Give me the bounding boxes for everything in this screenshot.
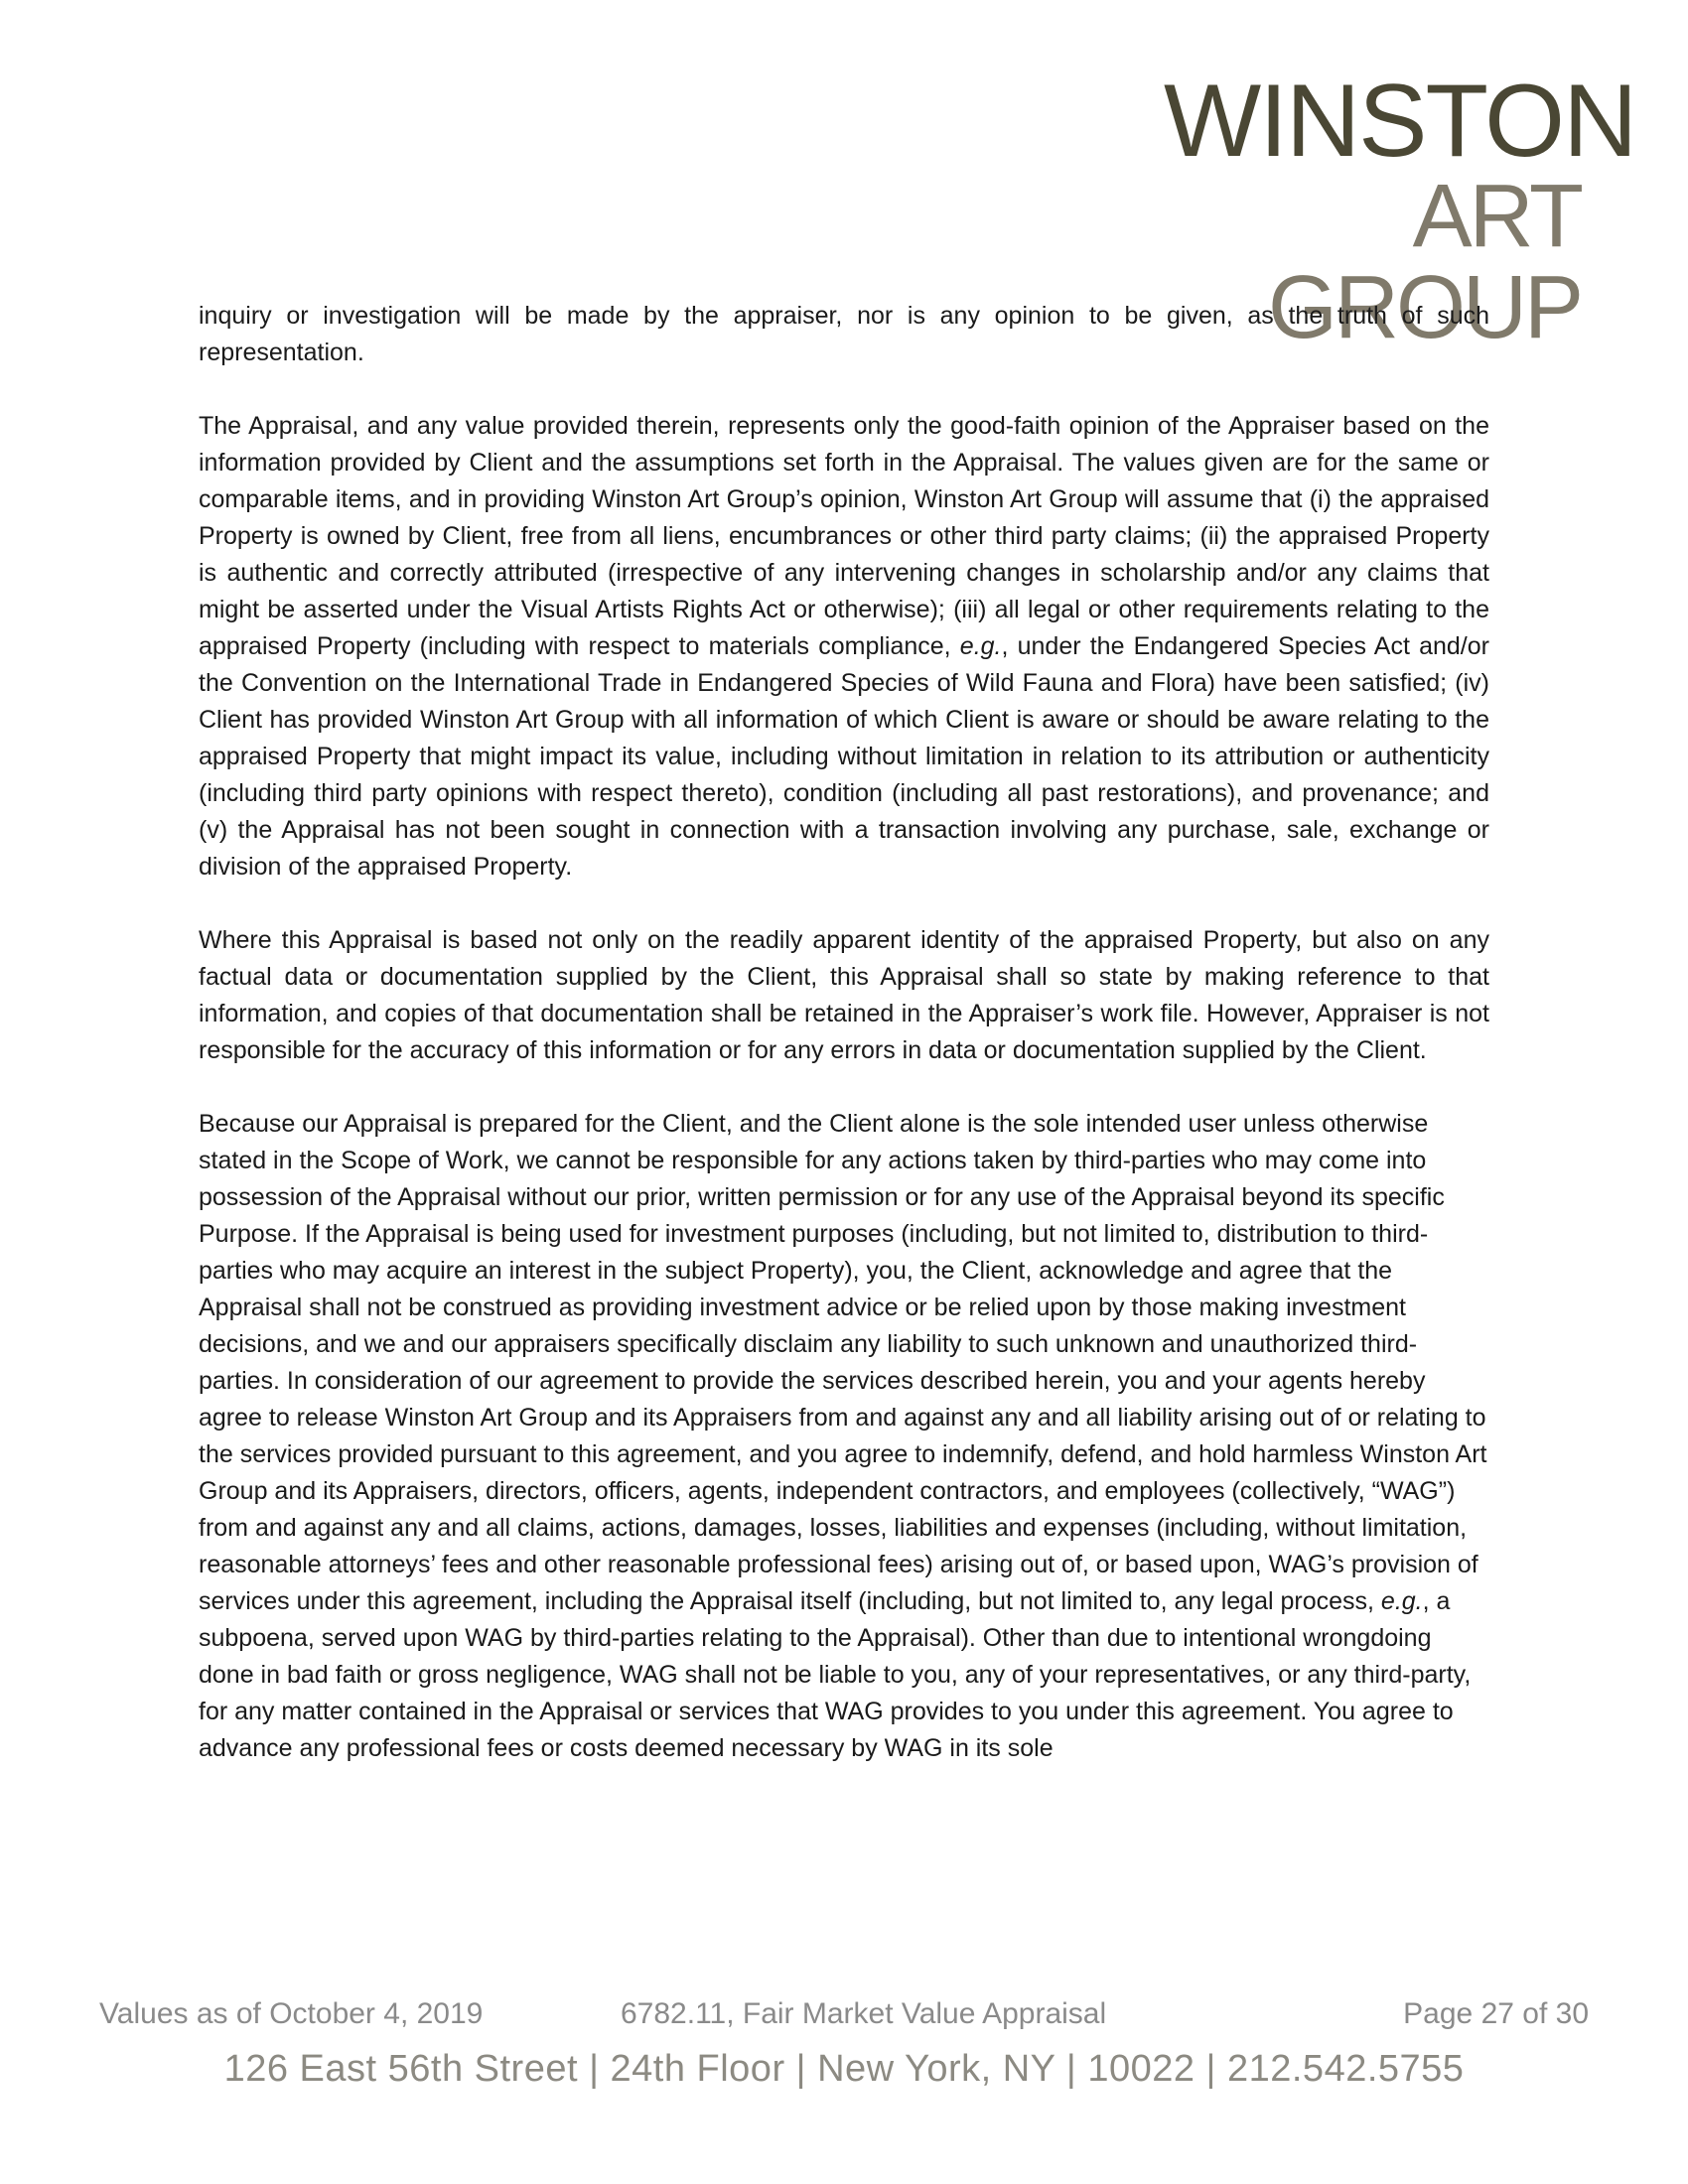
footer-values-date: Values as of October 4, 2019: [99, 1997, 484, 2030]
document-body: [199, 298, 1489, 1804]
paragraph-appraisal-opinion: The Appraisal, and any value provided therein, represents only the good-faith opinion of the Appraiser based on the information provided by Client and the assumptions set forth in the Appraisal. The values given are for the same or comparable items, and in providing Winston Art Group’s opinion, Winston Art Group will assume that (i) the appraised Property is owned by Client, free from all liens, encumbrances or other third party claims; (ii) the appraised Property is authentic and correctly attributed (irrespective of any intervening changes in scholarship and/or any claims that might be asserted under the Visual Artists Rights Act or otherwise); (iii) all legal or other requirements relating to the appraised Property (including with respect to materials compliance, e.g., under the Endangered Species Act and/or the Convention on the International Trade in Endangered Species of Wild Fauna and Flora) have been satisfied; (iv) Client has provided Winston Art Group with all information of which Client is aware or should be aware relating to the appraised Property that might impact its value, including without limitation in relation to its attribution or authenticity (including third party opinions with respect thereto), condition (including all past restorations), and provenance; and (v) the Appraisal has not been sought in connection with a transaction involving any purchase, sale, exchange or division of the appraised Property.: [199, 412, 1489, 881]
logo-art-group: ART GROUP: [1267, 167, 1581, 357]
footer-report-title: 6782.11, Fair Market Value Appraisal: [621, 1997, 1107, 2030]
paragraph-continuation: inquiry or investigation will be made by the appraiser, nor is any opinion to be given, as the truth of such representation.: [199, 302, 1489, 366]
paragraph-liability: Because our Appraisal is prepared for the Client, and the Client alone is the sole intended user unless otherwise stated in the Scope of Work, we cannot be responsible for any actions taken by third-parties who may come into possession of the Appraisal without our prior, written permission or for any use of the Appraisal beyond its specific Purpose. If the Appraisal is being used for investment purposes (including, but not limited to, distribution to third-parties who may acquire an interest in the subject Property), you, the Client, acknowledge and agree that the Appraisal shall not be construed as providing investment advice or be relied upon by those making investment decisions, and we and our appraisers specifically disclaim any liability to such unknown and unauthorized third-parties. In consideration of our agreement to provide the services described herein, you and your agents hereby agree to release Winston Art Group and its Appraisers from and against any and all liability arising out of or relating to the services provided pursuant to this agreement, and you agree to indemnify, defend, and hold harmless Winston Art Group and its Appraisers, directors, officers, agents, independent contractors, and employees (collectively, “WAG”) from and against any and all claims, actions, damages, losses, liabilities and expenses (including, without limitation, reasonable attorneys’ fees and other reasonable professional fees) arising out of, or based upon, WAG’s provision of services under this agreement, including the Appraisal itself (including, but not limited to, any legal process, e.g., a subpoena, served upon WAG by third-parties relating to the Appraisal). Other than due to intentional wrongdoing done in bad faith or gross negligence, WAG shall not be liable to you, any of your representatives, or any third-party, for any matter contained in the Appraisal or services that WAG provides to you under this agreement. You agree to advance any professional fees or costs deemed necessary by WAG in its sole: [199, 1110, 1487, 1762]
logo-winston: WINSTON: [1164, 64, 1636, 179]
footer-info: [99, 1997, 1589, 2037]
footer-page-number: Page 27 of 30: [1403, 1997, 1589, 2030]
footer-address: 126 East 56th Street | 24th Floor | New York, NY | 10022 | 212.542.5755: [223, 2048, 1465, 2090]
paragraph-factual-data: Where this Appraisal is based not only on the readily apparent identity of the appraised Property, but also on any factual data or documentation supplied by the Client, this Appraisal shall so state by making reference to that information, and copies of that documentation shall be retained in the Appraiser’s work file. However, Appraiser is not responsible for the accuracy of this information or for any errors in data or documentation supplied by the Client.: [199, 926, 1489, 1064]
